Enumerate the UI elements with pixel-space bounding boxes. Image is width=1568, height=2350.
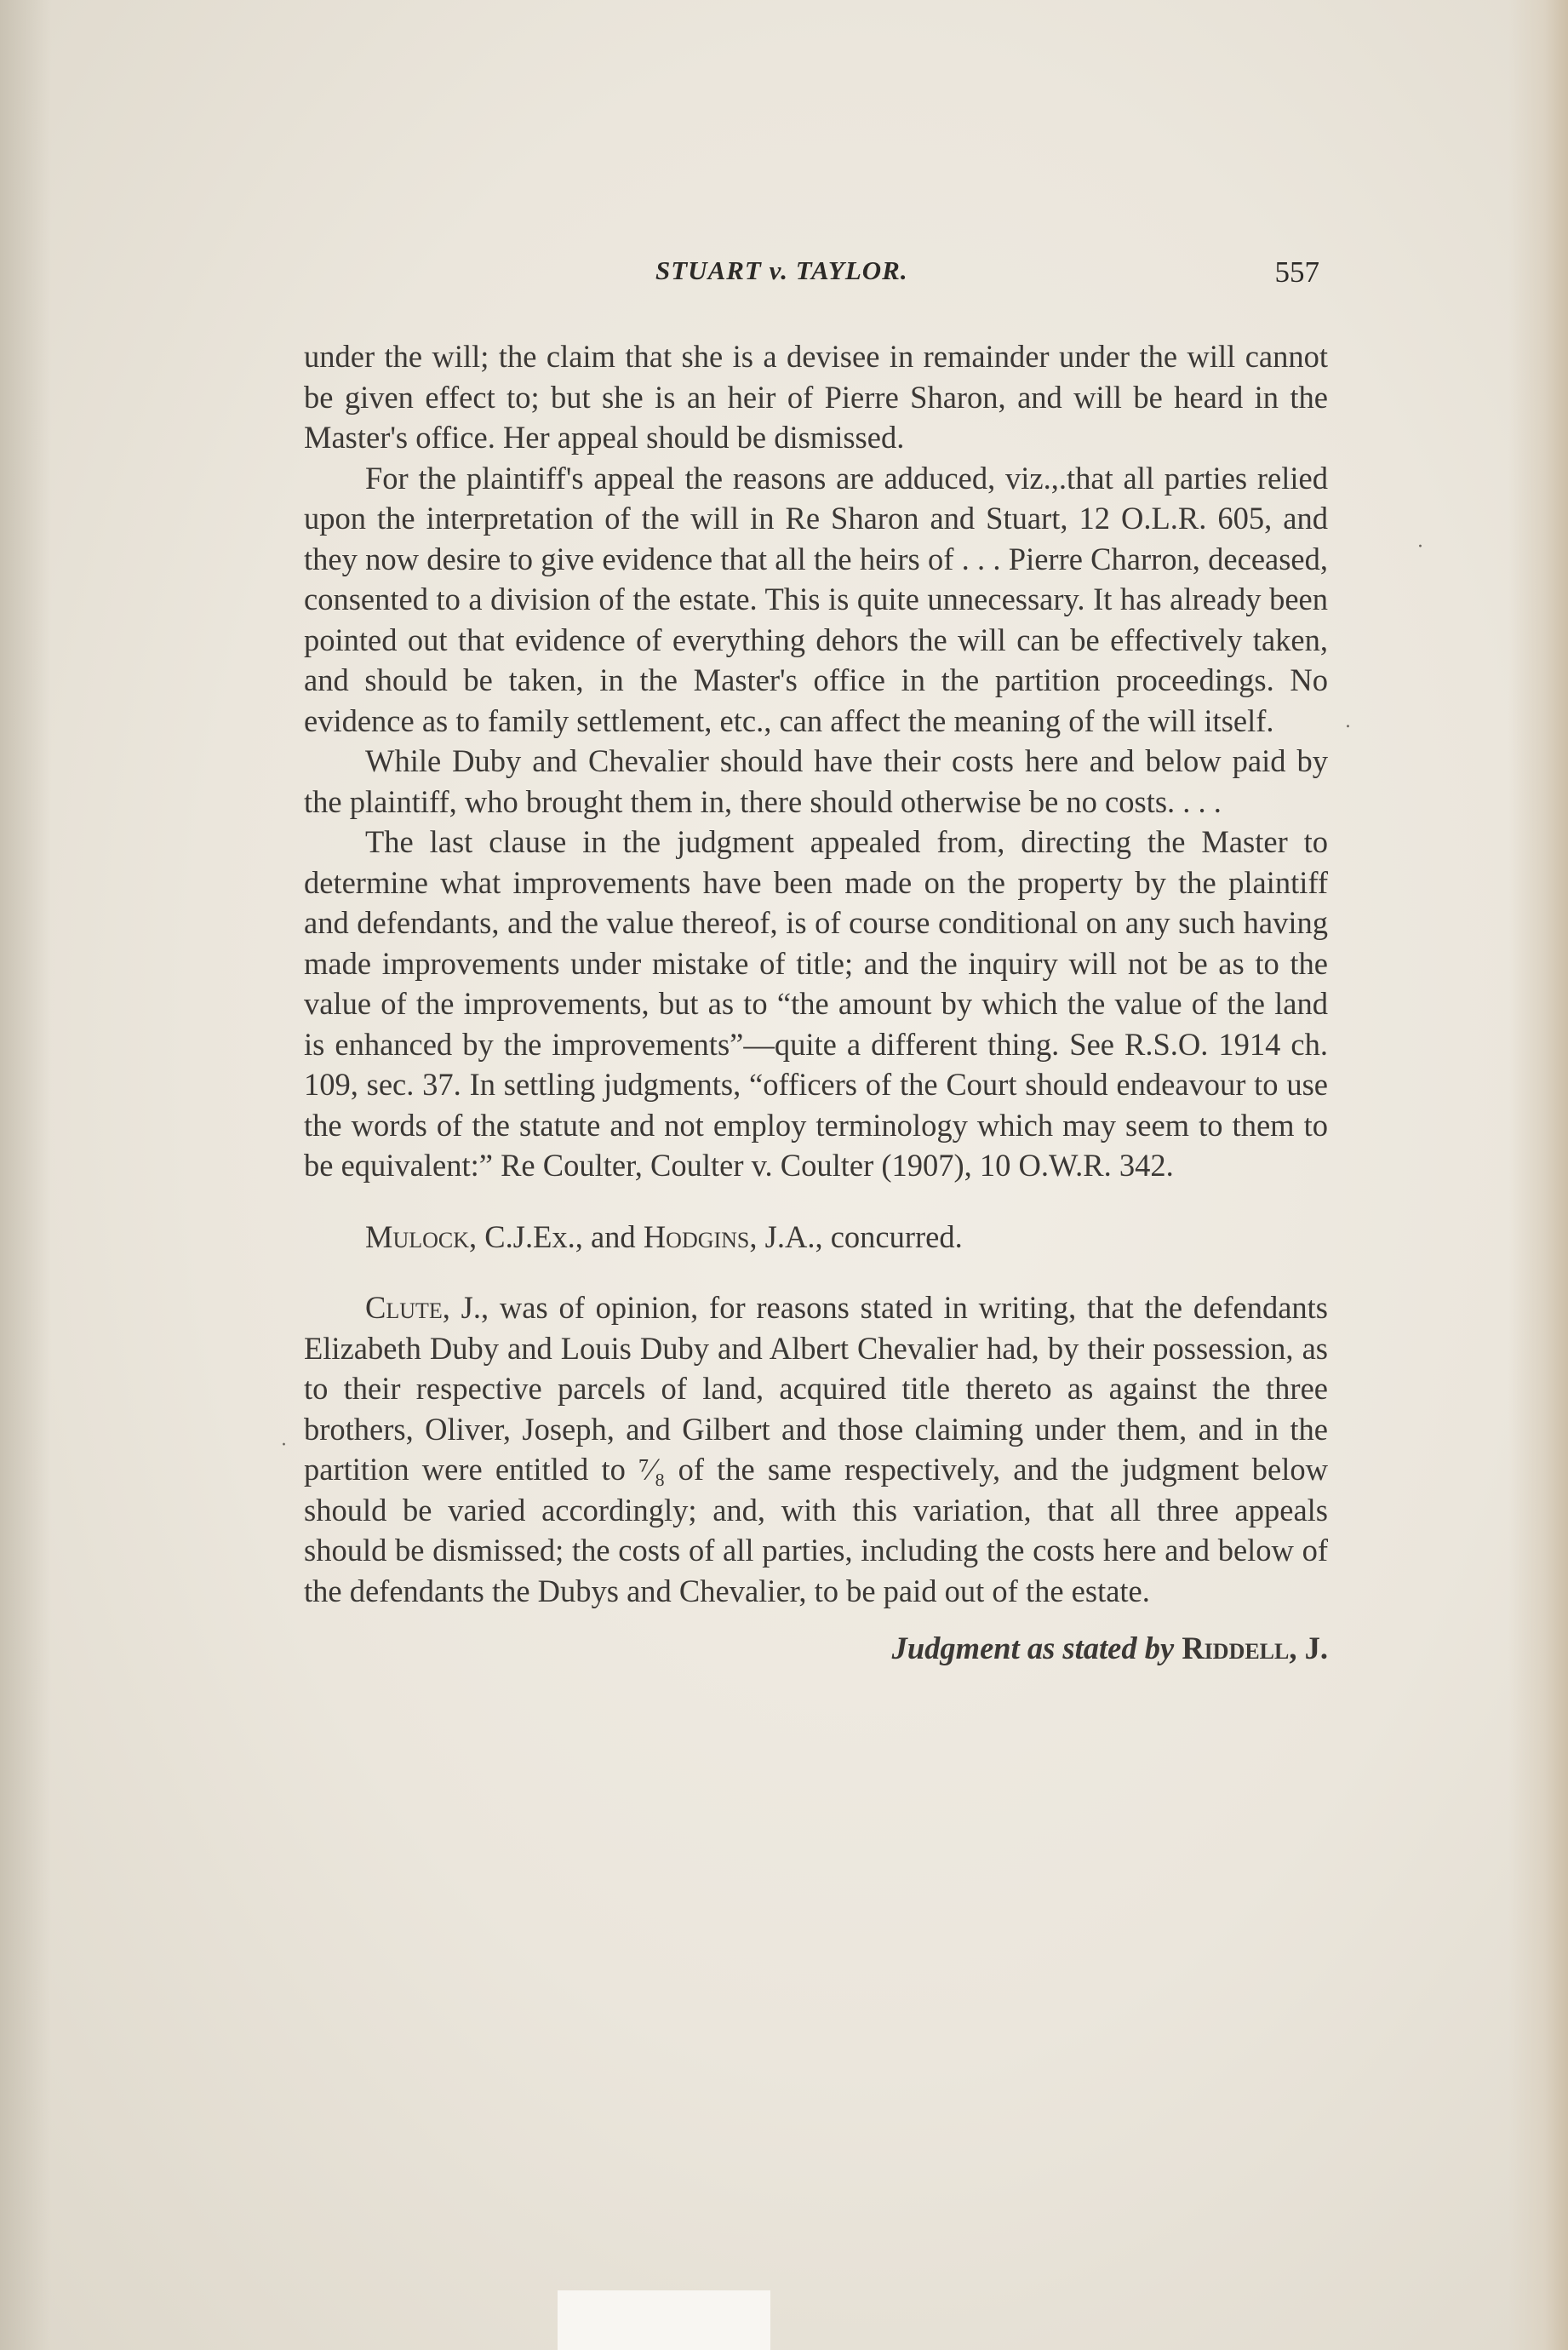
judgment-suffix: , J. bbox=[1289, 1631, 1328, 1665]
judgment-text: Judgment as stated by bbox=[891, 1631, 1182, 1665]
concurrence-title-1: , C.J.Ex., and bbox=[469, 1218, 644, 1254]
paper-tab bbox=[558, 2290, 770, 2350]
clute-opinion-text: , J., was of opinion, for reasons stated in writing, that the defendants Elizabeth Duby and Louis Duby and Albert Chevalier had, by their possession, as to their respective parcels of land, acquired title thereto as against the three brothers, Oliver, Joseph, and Gilbert and those claiming under them, and in the partition were entitled to ⁷⁄₈ of the same respectively, and the judgment below should be varied accordingly; and, with this variation, that all three appeals should be dismissed; the costs of all parties, including the costs here and below of the defendants the Dubys and Chevalier, to be paid out of the estate. bbox=[304, 1290, 1328, 1608]
page-left-edge-shadow bbox=[0, 0, 51, 2350]
page-right-edge-shadow bbox=[1508, 0, 1568, 2350]
body-text bbox=[304, 336, 1328, 1669]
judgment-line bbox=[304, 1628, 1328, 1669]
judge-name-clute: Clute bbox=[365, 1290, 443, 1325]
judge-name-hodgins: Hodgins bbox=[643, 1218, 750, 1254]
paragraph-plaintiff-appeal: For the plaintiff's appeal the reasons are adduced, viz.,.that all parties relied upon the interpretation of the will in Re Sharon and Stuart, 12 O.L.R. 605, and they now desire to give evidence that all the heirs of . . . Pierre Charron, deceased, consented to a division of the estate. This is quite unnecessary. It has already been pointed out that evidence of everything dehors the will can be effectively taken, and should be taken, in the Master's office in the partition proceedings. No evidence as to family settlement, etc., can affect the meaning of the will itself. bbox=[304, 460, 1328, 738]
margin-dot: · bbox=[1417, 536, 1423, 558]
concurrence-title-2: , J.A., concurred. bbox=[749, 1218, 963, 1254]
paragraph-continuation: under the will; the claim that she is a devisee in remainder under the will cannot be given effect to; but she is an heir of Pierre Sharon, and will be heard in the Master's office. Her appeal should be dismissed. bbox=[304, 339, 1328, 455]
paragraph-clute-opinion bbox=[304, 1287, 1328, 1611]
page-number: 557 bbox=[1274, 255, 1319, 289]
margin-dot: . bbox=[1345, 711, 1351, 732]
judge-name-riddell: Riddell bbox=[1182, 1631, 1290, 1665]
judge-name-mulock: Mulock bbox=[365, 1218, 470, 1254]
margin-dot: · bbox=[281, 1435, 287, 1456]
running-title: STUART v. TAYLOR. bbox=[655, 255, 908, 285]
paragraph-costs: While Duby and Chevalier should have their costs here and below paid by the plaintiff, who brought them in, there should otherwise be no costs. . . . bbox=[304, 743, 1328, 819]
paragraph-last-clause: The last clause in the judgment appealed from, directing the Master to determine what improvements have been made on the property by the plaintiff and defendants, and the value thereof, is of course conditional on any such having made improvements under mistake of title; and the inquiry will not be as to the value of the improvements, but as to “the amount by which the value of the land is enhanced by the improvements”—quite a different thing. See R.S.O. 1914 ch. 109, sec. 37. In settling judgments, “officers of the Court should endeavour to use the words of the statute and not employ terminology which may seem to them to be equivalent:” Re Coulter, Coulter v. Coulter (1907), 10 O.W.R. 342. bbox=[304, 824, 1328, 1183]
concurrence-line bbox=[304, 1217, 1328, 1258]
running-head bbox=[306, 255, 1319, 298]
